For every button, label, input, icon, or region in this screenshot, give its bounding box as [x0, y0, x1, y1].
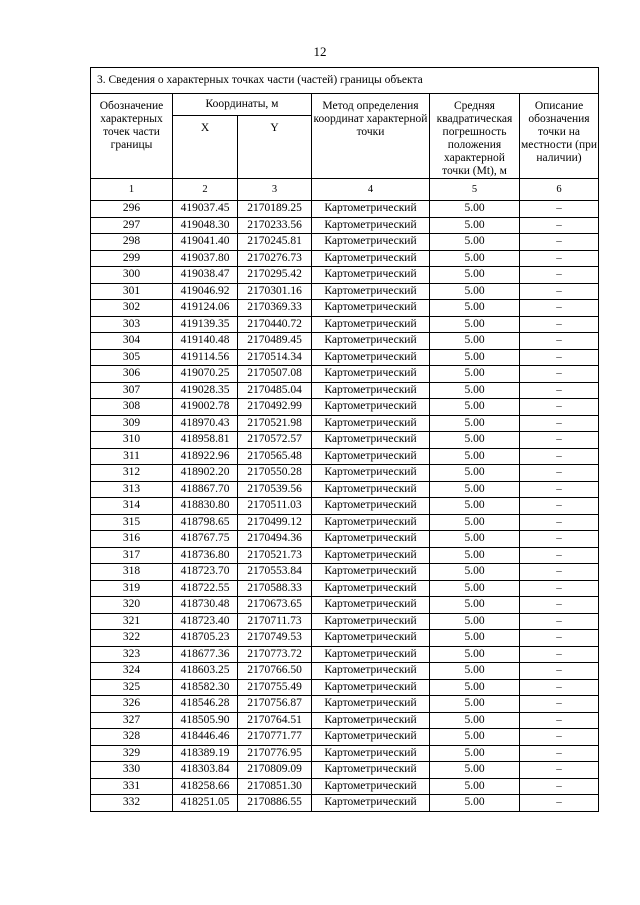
cell-x: 418251.05 — [173, 795, 238, 812]
cell-description: – — [520, 481, 599, 498]
cell-method: Картометрический — [312, 465, 430, 482]
cell-accuracy: 5.00 — [430, 696, 520, 713]
cell-accuracy: 5.00 — [430, 283, 520, 300]
column-number: 4 — [312, 179, 430, 201]
table-row — [91, 745, 599, 762]
cell-description: – — [520, 795, 599, 812]
table-row — [91, 778, 599, 795]
cell-y: 2170711.73 — [238, 613, 312, 630]
cell-y: 2170673.65 — [238, 597, 312, 614]
cell-description: – — [520, 630, 599, 647]
cell-point: 301 — [91, 283, 173, 300]
cell-point: 322 — [91, 630, 173, 647]
cell-method: Картометрический — [312, 778, 430, 795]
table-row — [91, 316, 599, 333]
header-method: Метод определения координат характерной точки — [312, 94, 430, 179]
table-row — [91, 514, 599, 531]
cell-point: 310 — [91, 432, 173, 449]
cell-point: 300 — [91, 267, 173, 284]
cell-x: 419002.78 — [173, 399, 238, 416]
cell-method: Картометрический — [312, 646, 430, 663]
table-row — [91, 234, 599, 251]
cell-method: Картометрический — [312, 679, 430, 696]
cell-method: Картометрический — [312, 762, 430, 779]
cell-method: Картометрический — [312, 564, 430, 581]
cell-accuracy: 5.00 — [430, 679, 520, 696]
cell-description: – — [520, 399, 599, 416]
cell-description: – — [520, 382, 599, 399]
cell-y: 2170749.53 — [238, 630, 312, 647]
cell-y: 2170773.72 — [238, 646, 312, 663]
cell-y: 2170295.42 — [238, 267, 312, 284]
cell-y: 2170521.98 — [238, 415, 312, 432]
cell-point: 304 — [91, 333, 173, 350]
cell-method: Картометрический — [312, 547, 430, 564]
cell-point: 312 — [91, 465, 173, 482]
cell-point: 321 — [91, 613, 173, 630]
cell-y: 2170764.51 — [238, 712, 312, 729]
cell-x: 418446.46 — [173, 729, 238, 746]
cell-point: 306 — [91, 366, 173, 383]
table-row — [91, 696, 599, 713]
cell-point: 317 — [91, 547, 173, 564]
cell-x: 419140.48 — [173, 333, 238, 350]
cell-x: 419028.35 — [173, 382, 238, 399]
cell-point: 323 — [91, 646, 173, 663]
cell-method: Картометрический — [312, 316, 430, 333]
header-description: Описание обозначения точки на местности (при наличии) — [520, 94, 599, 179]
cell-method: Картометрический — [312, 415, 430, 432]
cell-y: 2170553.84 — [238, 564, 312, 581]
cell-method: Картометрический — [312, 729, 430, 746]
cell-y: 2170440.72 — [238, 316, 312, 333]
cell-x: 419070.25 — [173, 366, 238, 383]
cell-y: 2170771.77 — [238, 729, 312, 746]
cell-accuracy: 5.00 — [430, 597, 520, 614]
cell-method: Картометрический — [312, 597, 430, 614]
cell-x: 418389.19 — [173, 745, 238, 762]
cell-description: – — [520, 712, 599, 729]
cell-method: Картометрический — [312, 283, 430, 300]
header-coordinates: Координаты, м — [173, 94, 312, 116]
cell-description: – — [520, 217, 599, 234]
cell-description: – — [520, 415, 599, 432]
section-title: 3. Сведения о характерных точках части (частей) границы объекта — [91, 68, 599, 94]
cell-point: 315 — [91, 514, 173, 531]
cell-y: 2170886.55 — [238, 795, 312, 812]
table-row — [91, 498, 599, 515]
cell-description: – — [520, 234, 599, 251]
cell-description: – — [520, 201, 599, 218]
cell-point: 319 — [91, 580, 173, 597]
table-row — [91, 481, 599, 498]
cell-method: Картометрический — [312, 498, 430, 515]
cell-method: Картометрический — [312, 613, 430, 630]
cell-description: – — [520, 531, 599, 548]
cell-y: 2170851.30 — [238, 778, 312, 795]
cell-y: 2170233.56 — [238, 217, 312, 234]
cell-method: Картометрический — [312, 217, 430, 234]
cell-point: 326 — [91, 696, 173, 713]
table-row — [91, 432, 599, 449]
cell-y: 2170588.33 — [238, 580, 312, 597]
cell-accuracy: 5.00 — [430, 201, 520, 218]
header-x: X — [173, 115, 238, 178]
cell-method: Картометрический — [312, 300, 430, 317]
cell-point: 303 — [91, 316, 173, 333]
cell-method: Картометрический — [312, 745, 430, 762]
cell-accuracy: 5.00 — [430, 366, 520, 383]
cell-accuracy: 5.00 — [430, 580, 520, 597]
table-row — [91, 465, 599, 482]
cell-point: 327 — [91, 712, 173, 729]
cell-method: Картометрический — [312, 795, 430, 812]
cell-accuracy: 5.00 — [430, 432, 520, 449]
cell-description: – — [520, 696, 599, 713]
cell-accuracy: 5.00 — [430, 712, 520, 729]
cell-description: – — [520, 300, 599, 317]
cell-x: 419048.30 — [173, 217, 238, 234]
cell-description: – — [520, 597, 599, 614]
cell-x: 418258.66 — [173, 778, 238, 795]
cell-x: 418867.70 — [173, 481, 238, 498]
cell-method: Картометрический — [312, 267, 430, 284]
cell-point: 328 — [91, 729, 173, 746]
cell-y: 2170766.50 — [238, 663, 312, 680]
cell-point: 298 — [91, 234, 173, 251]
cell-x: 418830.80 — [173, 498, 238, 515]
cell-method: Картометрический — [312, 234, 430, 251]
cell-x: 419037.45 — [173, 201, 238, 218]
table-row — [91, 646, 599, 663]
cell-method: Картометрический — [312, 531, 430, 548]
cell-accuracy: 5.00 — [430, 349, 520, 366]
cell-x: 418730.48 — [173, 597, 238, 614]
table-row — [91, 679, 599, 696]
cell-description: – — [520, 366, 599, 383]
header-row — [91, 94, 599, 116]
cell-accuracy: 5.00 — [430, 762, 520, 779]
table-row — [91, 712, 599, 729]
cell-point: 329 — [91, 745, 173, 762]
cell-method: Картометрический — [312, 349, 430, 366]
table-row — [91, 564, 599, 581]
cell-x: 419124.06 — [173, 300, 238, 317]
cell-point: 316 — [91, 531, 173, 548]
cell-x: 419114.56 — [173, 349, 238, 366]
cell-accuracy: 5.00 — [430, 217, 520, 234]
cell-method: Картометрический — [312, 712, 430, 729]
cell-y: 2170485.04 — [238, 382, 312, 399]
cell-x: 419046.92 — [173, 283, 238, 300]
boundary-points-table — [90, 67, 599, 812]
table-row — [91, 333, 599, 350]
cell-accuracy: 5.00 — [430, 564, 520, 581]
cell-description: – — [520, 250, 599, 267]
table-row — [91, 283, 599, 300]
cell-x: 419139.35 — [173, 316, 238, 333]
title-row — [91, 68, 599, 94]
cell-x: 418303.84 — [173, 762, 238, 779]
cell-description: – — [520, 580, 599, 597]
cell-description: – — [520, 679, 599, 696]
column-number: 2 — [173, 179, 238, 201]
cell-method: Картометрический — [312, 382, 430, 399]
cell-accuracy: 5.00 — [430, 448, 520, 465]
cell-method: Картометрический — [312, 250, 430, 267]
cell-accuracy: 5.00 — [430, 415, 520, 432]
cell-description: – — [520, 283, 599, 300]
cell-accuracy: 5.00 — [430, 333, 520, 350]
cell-accuracy: 5.00 — [430, 481, 520, 498]
table-row — [91, 201, 599, 218]
cell-accuracy: 5.00 — [430, 267, 520, 284]
cell-y: 2170550.28 — [238, 465, 312, 482]
cell-description: – — [520, 316, 599, 333]
cell-description: – — [520, 267, 599, 284]
cell-accuracy: 5.00 — [430, 663, 520, 680]
cell-point: 313 — [91, 481, 173, 498]
cell-description: – — [520, 646, 599, 663]
table-row — [91, 349, 599, 366]
cell-description: – — [520, 349, 599, 366]
cell-x: 418902.20 — [173, 465, 238, 482]
cell-accuracy: 5.00 — [430, 234, 520, 251]
table-row — [91, 630, 599, 647]
table-row — [91, 547, 599, 564]
column-number: 5 — [430, 179, 520, 201]
cell-x: 418603.25 — [173, 663, 238, 680]
table-row — [91, 267, 599, 284]
cell-y: 2170245.81 — [238, 234, 312, 251]
cell-description: – — [520, 333, 599, 350]
cell-method: Картометрический — [312, 448, 430, 465]
cell-accuracy: 5.00 — [430, 531, 520, 548]
cell-x: 418546.28 — [173, 696, 238, 713]
cell-accuracy: 5.00 — [430, 613, 520, 630]
cell-y: 2170521.73 — [238, 547, 312, 564]
cell-accuracy: 5.00 — [430, 498, 520, 515]
cell-y: 2170189.25 — [238, 201, 312, 218]
cell-description: – — [520, 448, 599, 465]
table-row — [91, 382, 599, 399]
cell-point: 305 — [91, 349, 173, 366]
cell-description: – — [520, 498, 599, 515]
cell-accuracy: 5.00 — [430, 300, 520, 317]
cell-x: 418705.23 — [173, 630, 238, 647]
cell-description: – — [520, 745, 599, 762]
cell-y: 2170499.12 — [238, 514, 312, 531]
cell-point: 309 — [91, 415, 173, 432]
cell-point: 320 — [91, 597, 173, 614]
cell-point: 299 — [91, 250, 173, 267]
table-row — [91, 399, 599, 416]
column-number-row — [91, 179, 599, 201]
cell-accuracy: 5.00 — [430, 250, 520, 267]
cell-x: 418922.96 — [173, 448, 238, 465]
cell-description: – — [520, 762, 599, 779]
cell-y: 2170301.16 — [238, 283, 312, 300]
cell-method: Картометрический — [312, 663, 430, 680]
cell-accuracy: 5.00 — [430, 547, 520, 564]
cell-point: 318 — [91, 564, 173, 581]
cell-y: 2170756.87 — [238, 696, 312, 713]
table-body — [91, 68, 599, 812]
cell-y: 2170494.36 — [238, 531, 312, 548]
header-accuracy: Средняя квадратическая погрешность положения характерной точки (Mt), м — [430, 94, 520, 179]
cell-x: 418798.65 — [173, 514, 238, 531]
table-row — [91, 663, 599, 680]
cell-method: Картометрический — [312, 201, 430, 218]
cell-x: 418723.40 — [173, 613, 238, 630]
cell-point: 308 — [91, 399, 173, 416]
cell-point: 296 — [91, 201, 173, 218]
cell-y: 2170776.95 — [238, 745, 312, 762]
cell-point: 330 — [91, 762, 173, 779]
cell-y: 2170507.08 — [238, 366, 312, 383]
cell-description: – — [520, 663, 599, 680]
cell-method: Картометрический — [312, 580, 430, 597]
cell-description: – — [520, 564, 599, 581]
cell-x: 419038.47 — [173, 267, 238, 284]
cell-point: 307 — [91, 382, 173, 399]
table-row — [91, 217, 599, 234]
table-row — [91, 448, 599, 465]
cell-x: 418723.70 — [173, 564, 238, 581]
cell-accuracy: 5.00 — [430, 514, 520, 531]
cell-method: Картометрический — [312, 514, 430, 531]
cell-point: 325 — [91, 679, 173, 696]
cell-description: – — [520, 465, 599, 482]
header-point-designation: Обозначение характерных точек части границы — [91, 94, 173, 179]
cell-x: 418958.81 — [173, 432, 238, 449]
column-number: 6 — [520, 179, 599, 201]
cell-y: 2170276.73 — [238, 250, 312, 267]
page-number: 12 — [313, 44, 327, 59]
cell-description: – — [520, 729, 599, 746]
cell-x: 418505.90 — [173, 712, 238, 729]
cell-y: 2170565.48 — [238, 448, 312, 465]
cell-x: 418677.36 — [173, 646, 238, 663]
cell-accuracy: 5.00 — [430, 778, 520, 795]
table-row — [91, 613, 599, 630]
column-number: 3 — [238, 179, 312, 201]
cell-y: 2170492.99 — [238, 399, 312, 416]
column-number: 1 — [91, 179, 173, 201]
cell-point: 331 — [91, 778, 173, 795]
cell-accuracy: 5.00 — [430, 646, 520, 663]
cell-method: Картометрический — [312, 481, 430, 498]
table-row — [91, 762, 599, 779]
cell-y: 2170514.34 — [238, 349, 312, 366]
cell-point: 324 — [91, 663, 173, 680]
cell-y: 2170809.09 — [238, 762, 312, 779]
cell-y: 2170572.57 — [238, 432, 312, 449]
cell-x: 418582.30 — [173, 679, 238, 696]
cell-y: 2170369.33 — [238, 300, 312, 317]
cell-y: 2170511.03 — [238, 498, 312, 515]
cell-accuracy: 5.00 — [430, 316, 520, 333]
cell-description: – — [520, 514, 599, 531]
cell-point: 302 — [91, 300, 173, 317]
cell-x: 418722.55 — [173, 580, 238, 597]
cell-point: 297 — [91, 217, 173, 234]
cell-description: – — [520, 547, 599, 564]
cell-accuracy: 5.00 — [430, 795, 520, 812]
cell-method: Картометрический — [312, 333, 430, 350]
cell-description: – — [520, 432, 599, 449]
cell-accuracy: 5.00 — [430, 729, 520, 746]
cell-method: Картометрический — [312, 366, 430, 383]
cell-method: Картометрический — [312, 432, 430, 449]
cell-x: 418767.75 — [173, 531, 238, 548]
cell-description: – — [520, 613, 599, 630]
cell-x: 418970.43 — [173, 415, 238, 432]
cell-y: 2170539.56 — [238, 481, 312, 498]
cell-point: 332 — [91, 795, 173, 812]
table-row — [91, 729, 599, 746]
table-row — [91, 415, 599, 432]
table-row — [91, 795, 599, 812]
cell-x: 419041.40 — [173, 234, 238, 251]
table-row — [91, 366, 599, 383]
table-row — [91, 531, 599, 548]
cell-y: 2170755.49 — [238, 679, 312, 696]
cell-y: 2170489.45 — [238, 333, 312, 350]
cell-description: – — [520, 778, 599, 795]
cell-x: 418736.80 — [173, 547, 238, 564]
cell-accuracy: 5.00 — [430, 399, 520, 416]
cell-point: 311 — [91, 448, 173, 465]
cell-method: Картометрический — [312, 399, 430, 416]
table-row — [91, 597, 599, 614]
cell-accuracy: 5.00 — [430, 382, 520, 399]
cell-method: Картометрический — [312, 630, 430, 647]
cell-accuracy: 5.00 — [430, 630, 520, 647]
cell-method: Картометрический — [312, 696, 430, 713]
cell-point: 314 — [91, 498, 173, 515]
cell-accuracy: 5.00 — [430, 745, 520, 762]
table-row — [91, 300, 599, 317]
table-row — [91, 580, 599, 597]
header-y: Y — [238, 115, 312, 178]
cell-accuracy: 5.00 — [430, 465, 520, 482]
table-row — [91, 250, 599, 267]
cell-x: 419037.80 — [173, 250, 238, 267]
